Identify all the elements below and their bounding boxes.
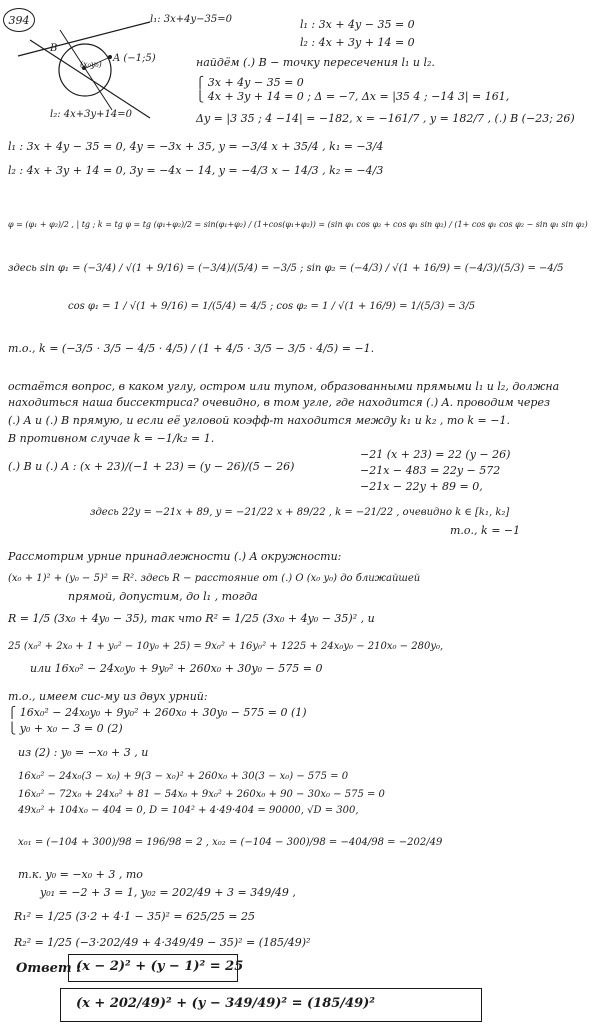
text-line: Рассмотрим урние принадлежности (.) A окружности: xyxy=(8,550,342,563)
sketch-point-a xyxy=(108,55,112,59)
sketch-label-l2: l₂: 4x+3y+14=0 xyxy=(50,109,132,120)
text-line: найдём (.) B − точку пересечения l₁ и l₂. xyxy=(196,56,435,69)
text-line: остаётся вопрос, в каком углу, остром или тупом, образованными прямыми l₁ и l₂, должна xyxy=(8,380,560,393)
text-line: 16x₀² − 72x₀ + 24x₀² + 81 − 54x₀ + 9x₀² + 260x₀ + 90 − 30x₀ − 575 = 0 xyxy=(18,789,385,800)
answer-1: (x − 2)² + (y − 1)² = 25 xyxy=(76,959,244,974)
text-line: −21x − 483 = 22y − 572 xyxy=(360,464,501,477)
text-line: 16x₀² − 24x₀(3 − x₀) + 9(3 − x₀)² + 260x₀ + 30(3 − x₀) − 575 = 0 xyxy=(18,771,349,782)
text-line: (.) B и (.) A : (x + 23)/(−1 + 23) = (y − 26)/(5 − 26) xyxy=(8,460,295,473)
text-line: ⎩ y₀ + x₀ − 3 = 0 (2) xyxy=(8,722,123,735)
text-line: R₂² = 1/25 (−3·202/49 + 4·349/49 − 35)² = (185/49)² xyxy=(14,936,311,949)
sketch-label-a: A (−1;5) xyxy=(113,53,156,64)
text-line: прямой, допустим, до l₁ , тогда xyxy=(68,590,258,603)
text-line: R = 1/5 (3x₀ + 4y₀ − 35), так что R² = 1/25 (3x₀ + 4y₀ − 35)² , и xyxy=(8,612,375,625)
text-line: 25 (x₀² + 2x₀ + 1 + y₀² − 10y₀ + 25) = 9x₀² + 16y₀² + 1225 + 24x₀y₀ − 210x₀ − 280y₀, xyxy=(8,641,444,652)
text-line: y₀₁ = −2 + 3 = 1, y₀₂ = 202/49 + 3 = 349/49 , xyxy=(40,886,296,899)
text-line: ⎧ 16x₀² − 24x₀y₀ + 9y₀² + 260x₀ + 30y₀ − 575 = 0 (1) xyxy=(8,706,307,719)
text-line: т.о., k = (−3/5 · 3/5 − 4/5 · 4/5) / (1 + 4/5 · 3/5 − 3/5 · 4/5) = −1. xyxy=(8,342,375,355)
given-l2: l₂ : 4x + 3y + 14 = 0 xyxy=(300,36,415,49)
sketch-label-l1: l₁: 3x+4y−35=0 xyxy=(150,14,232,25)
text-line: т.к. y₀ = −x₀ + 3 , то xyxy=(18,868,143,881)
text-line: x₀₁ = (−104 + 300)/98 = 196/98 = 2 , x₀₂ = (−104 − 300)/98 = −404/98 = −202/49 xyxy=(18,837,443,848)
text-line: В противном случае k = −1/k₂ = 1. xyxy=(8,432,215,445)
text-line: −21 (x + 23) = 22 (y − 26) xyxy=(360,448,511,461)
text-line: (x₀ + 1)² + (y₀ − 5)² = R². здесь R − расстояние от (.) O (x₀ y₀) до ближайшей xyxy=(8,573,421,584)
problem-number: 394 xyxy=(3,8,35,32)
text-line: cos φ₁ = 1 / √(1 + 9/16) = 1/(5/4) = 4/5 ; cos φ₂ = 1 / √(1 + 16/9) = 1/(5/3) = 3/5 xyxy=(68,301,476,312)
sketch-label-b: B xyxy=(50,43,58,54)
text-line: l₂ : 4x + 3y + 14 = 0, 3y = −4x − 14, y = −4/3 x − 14/3 , k₂ = −4/3 xyxy=(8,164,384,177)
given-l1: l₁ : 3x + 4y − 35 = 0 xyxy=(300,18,415,31)
text-line: 49x₀² + 104x₀ − 404 = 0, D = 104² + 4·49·404 = 90000, √D = 300, xyxy=(18,805,359,816)
text-line: т.о., имеем сис-му из двух урний: xyxy=(8,690,208,703)
text-line: R₁² = 1/25 (3·2 + 4·1 − 35)² = 625/25 = 25 xyxy=(14,910,256,923)
text-line: здесь sin φ₁ = (−3/4) / √(1 + 9/16) = (−3/4)/(5/4) = −3/5 ; sin φ₂ = (−4/3) / √(1 + 16/9) = (−4/3)/(5/3) = −4/5 xyxy=(8,263,564,274)
text-line: −21x − 22y + 89 = 0, xyxy=(360,480,483,493)
text-line: из (2) : y₀ = −x₀ + 3 , и xyxy=(18,746,149,759)
text-line: или 16x₀² − 24x₀y₀ + 9y₀² + 260x₀ + 30y₀ − 575 = 0 xyxy=(30,662,323,675)
sketch-line-l1 xyxy=(18,22,150,56)
text-line: ⎧ 3x + 4y − 35 = 0 xyxy=(196,76,304,89)
text-line: φ = (φ₁ + φ₂)/2 , | tg ; k = tg φ = tg (φ₁+φ₂)/2 = sin(φ₁+φ₂) / (1+cos(φ₁+φ₂)) = (sin φ₁ cos φ₂ + cos φ₁ sin φ₂) / (1+ cos φ₁ cos φ₂ − sin φ₁ sin φ₂) xyxy=(8,220,588,229)
text-line: здесь 22y = −21x + 89, y = −21/22 x + 89/22 , k = −21/22 , очевидно k ∈ [k₁, k₂] xyxy=(90,507,510,518)
answer-label: Ответ : xyxy=(16,961,81,976)
sketch-label-center: (x₀y₀) xyxy=(80,60,102,69)
text-line: ⎩ 4x + 3y + 14 = 0 ; Δ = −7, Δx = |35 4 ; −14 3| = 161, xyxy=(196,90,510,103)
text-line: l₁ : 3x + 4y − 35 = 0, 4y = −3x + 35, y = −3/4 x + 35/4 , k₁ = −3/4 xyxy=(8,140,384,153)
text-line: (.) A и (.) B прямую, и если её угловой коэфф-т находится между k₁ и k₂ , то k = −1. xyxy=(8,414,510,427)
text-line: Δy = |3 35 ; 4 −14| = −182, x = −161/7 , y = 182/7 , (.) B (−23; 26) xyxy=(196,112,575,125)
answer-2: (x + 202/49)² + (y − 349/49)² = (185/49)² xyxy=(76,996,375,1011)
text-line: т.о., k = −1 xyxy=(450,524,521,537)
text-line: находиться наша биссектриса? очевидно, в том угле, где находится (.) A. проводим через xyxy=(8,396,550,409)
